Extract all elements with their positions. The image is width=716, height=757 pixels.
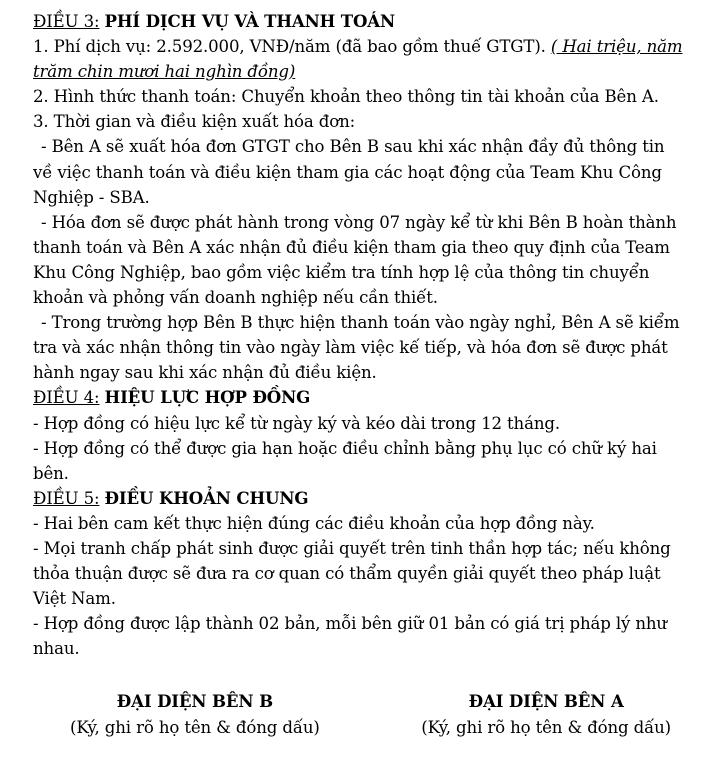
article-3-heading xyxy=(33,9,683,34)
invoice-bullet-1: - Bên A sẽ xuất hóa đơn GTGT cho Bên B sau khi xác nhận đầy đủ thông tin về việc thanh toán và điều kiện tham gia các hoạt động của Team Khu Công Nghiệp - SBA. xyxy=(33,137,665,207)
article-4-title: HIỆU LỰC HỢP ĐỒNG xyxy=(104,387,311,408)
validity-line-1: - Hợp đồng có hiệu lực kể từ ngày ký và kéo dài trong 12 tháng. xyxy=(33,413,560,433)
article-5-heading xyxy=(33,486,683,511)
article-5-title: ĐIỀU KHOẢN CHUNG xyxy=(104,487,309,508)
article-4-heading xyxy=(33,385,683,410)
signature-party-b xyxy=(70,689,320,739)
party-a-note: (Ký, ghi rõ họ tên & đóng dấu) xyxy=(421,717,671,737)
party-b-note: (Ký, ghi rõ họ tên & đóng dấu) xyxy=(70,717,320,737)
contract-document xyxy=(33,0,683,740)
general-term-3: - Hợp đồng được lập thành 02 bản, mỗi bên giữ 01 bản có giá trị pháp lý như nhau. xyxy=(33,614,667,659)
party-a-role: ĐẠI DIỆN BÊN A xyxy=(468,691,624,712)
article-3-title: PHÍ DỊCH VỤ VÀ THANH TOÁN xyxy=(104,11,396,31)
article-4-number: ĐIỀU 4: xyxy=(33,388,100,408)
general-term-1: - Hai bên cam kết thực hiện đúng các điều khoản của hợp đồng này. xyxy=(33,513,595,533)
fee-amount-in-words: ( Hai triệu, năm trăm chin mươi hai nghìn đồng) xyxy=(33,37,683,82)
invoice-bullet-3: - Trong trường hợp Bên B thực hiện thanh toán vào ngày nghỉ, Bên A sẽ kiểm tra và xác nhận thông tin vào ngày làm việc kế tiếp, và hóa đơn sẽ được phát hành ngay sau khi xác nhận đủ điều kiện. xyxy=(33,313,680,383)
party-b-role: ĐẠI DIỆN BÊN B xyxy=(116,691,273,712)
invoice-bullet-2: - Hóa đơn sẽ được phát hành trong vòng 07 ngày kể từ khi Bên B hoàn thành thanh toán và Bên A xác nhận đủ điều kiện tham gia theo quy định của Team Khu Công Nghiệp, bao gồm việc kiểm tra tính hợp lệ của thông tin chuyển khoản và phỏng vấn doanh nghiệp nếu cần thiết. xyxy=(33,212,677,308)
signature-block xyxy=(33,689,683,739)
article-3-number: ĐIỀU 3: xyxy=(33,12,100,31)
article-5-number: ĐIỀU 5: xyxy=(33,488,100,508)
invoice-conditions-title: 3. Thời gian và điều kiện xuất hóa đơn: xyxy=(33,112,356,132)
validity-line-2: - Hợp đồng có thể được gia hạn hoặc điều chỉnh bằng phụ lục có chữ ký hai bên. xyxy=(33,438,657,483)
payment-method: 2. Hình thức thanh toán: Chuyển khoản theo thông tin tài khoản của Bên A. xyxy=(33,87,659,107)
fee-amount: 1. Phí dịch vụ: 2.592.000, VNĐ/năm (đã bao gồm thuế GTGT). xyxy=(33,37,551,57)
signature-party-a xyxy=(421,689,671,739)
general-term-2: - Mọi tranh chấp phát sinh được giải quyết trên tinh thần hợp tác; nếu không thỏa thuận được sẽ đưa ra cơ quan có thẩm quyền giải quyết theo pháp luật Việt Nam. xyxy=(33,538,671,609)
fee-line xyxy=(33,34,683,84)
